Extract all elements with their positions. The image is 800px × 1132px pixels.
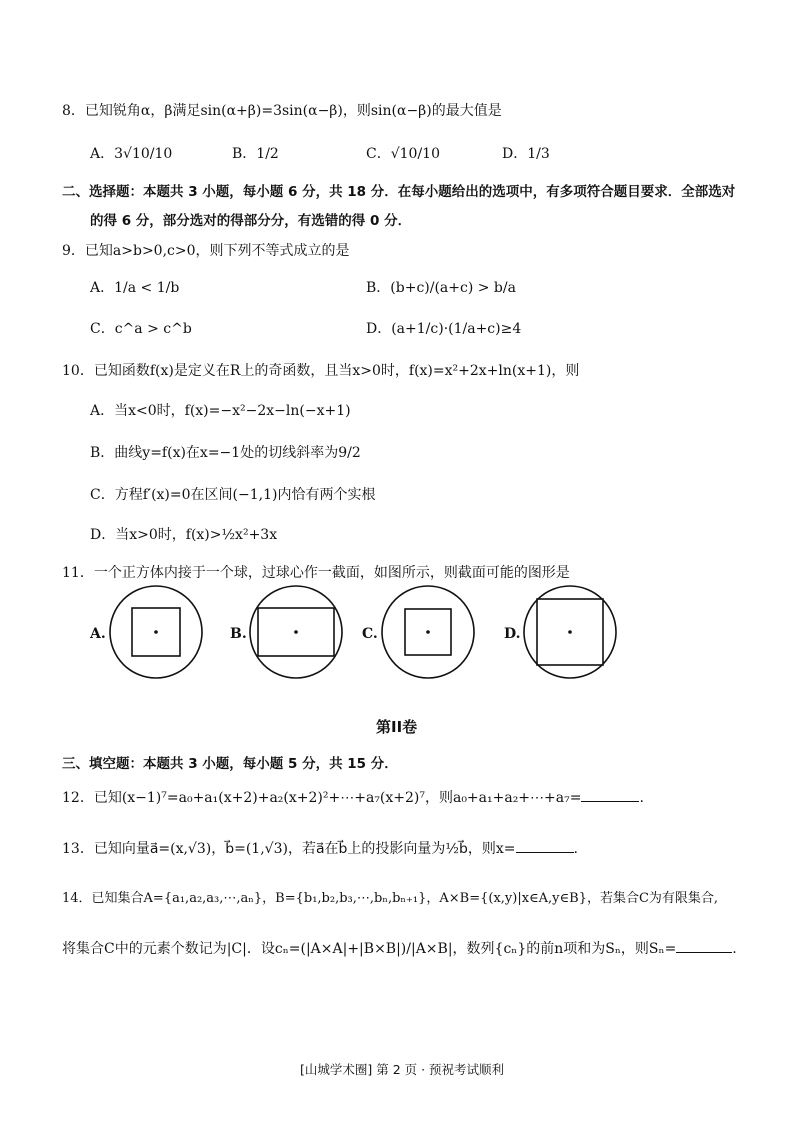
figure-a bbox=[110, 586, 202, 678]
q10-option-a: A．当x<0时，f(x)=−x²−2x−ln(−x+1) bbox=[90, 403, 351, 419]
q11-label-d: D. bbox=[504, 626, 521, 642]
q10-option-c: C．方程f′(x)=0在区间(−1,1)内恰有两个实根 bbox=[90, 487, 376, 503]
q14-end: . bbox=[732, 941, 737, 957]
q14-stem: 将集合C中的元素个数记为|C|．设cₙ=(|A×A|+|B×B|)/|A×B|，数列{cₙ}的前n项和为Sₙ，则Sₙ= bbox=[62, 941, 677, 957]
section2-heading: 二、选择题：本题共 3 小题，每小题 6 分，共 18 分．在每小题给出的选项中，有多项符合题目要求．全部选对 bbox=[62, 184, 736, 200]
q14-line2 bbox=[62, 938, 737, 958]
q8-stem: 8．已知锐角α，β满足sin(α+β)=3sin(α−β)，则sin(α−β)的最大值是 bbox=[62, 103, 502, 119]
q13-answer-blank[interactable] bbox=[516, 851, 574, 853]
q13-end: . bbox=[573, 841, 578, 857]
q11-stem: 11．一个正方体内接于一个球，过球心作一截面，如图所示，则截面可能的图形是 bbox=[62, 565, 570, 581]
q12-stem: 12．已知(x−1)⁷=a₀+a₁(x+2)+a₂(x+2)²+⋯+a₇(x+2)⁷，则a₀+a₁+a₂+⋯+a₇= bbox=[62, 790, 582, 806]
q8-option-a: A．3√10/10 bbox=[90, 146, 173, 162]
q10-option-b: B．曲线y=f(x)在x=−1处的切线斜率为9/2 bbox=[90, 445, 361, 461]
figure-b bbox=[250, 586, 342, 678]
q12-end: . bbox=[639, 790, 644, 806]
section2-note: 的得 6 分，部分选对的得部分分，有选错的得 0 分． bbox=[90, 213, 412, 229]
figure-d bbox=[524, 586, 616, 678]
q12-answer-blank[interactable] bbox=[581, 800, 639, 802]
page-footer: [山城学术圈] 第 2 页 · 预祝考试顺利 bbox=[300, 1062, 505, 1077]
q8-option-c: C．√10/10 bbox=[366, 146, 440, 162]
q9-option-a: A．1/a < 1/b bbox=[90, 280, 180, 296]
q10-stem: 10．已知函数f(x)是定义在R上的奇函数，且当x>0时，f(x)=x²+2x+ln(x+1)，则 bbox=[62, 363, 580, 379]
q9-option-d: D．(a+1/c)·(1/a+c)≥4 bbox=[366, 321, 522, 337]
q11-label-a: A. bbox=[90, 626, 106, 642]
q14-line1: 14．已知集合A={a₁,a₂,a₃,⋯,aₙ}，B={b₁,b₂,b₃,⋯,bₙ,bₙ₊₁}，A×B={(x,y)|x∈A,y∈B}，若集合C为有限集合, bbox=[62, 891, 719, 906]
q13 bbox=[62, 838, 578, 858]
q8-option-b: B．1/2 bbox=[232, 146, 279, 162]
q8-option-d: D．1/3 bbox=[502, 146, 550, 162]
q10-option-d: D．当x>0时，f(x)>½x²+3x bbox=[90, 527, 278, 543]
q13-stem: 13．已知向量a⃗=(x,√3)，b⃗=(1,√3)，若a⃗在b⃗上的投影向量为½b⃗，则x= bbox=[62, 841, 516, 857]
section3-heading: 三、填空题：本题共 3 小题，每小题 5 分，共 15 分． bbox=[62, 756, 398, 772]
q11-label-c: C. bbox=[362, 626, 378, 642]
q14-answer-blank[interactable] bbox=[676, 951, 732, 953]
figure-c bbox=[382, 586, 474, 678]
part2-title: 第II卷 bbox=[376, 718, 418, 736]
q11-label-b: B. bbox=[230, 626, 247, 642]
q9-option-b: B．(b+c)/(a+c) > b/a bbox=[366, 280, 516, 296]
q9-stem: 9．已知a>b>0,c>0，则下列不等式成立的是 bbox=[62, 243, 350, 259]
q9-option-c: C．c^a > c^b bbox=[90, 321, 192, 337]
q12 bbox=[62, 787, 644, 807]
